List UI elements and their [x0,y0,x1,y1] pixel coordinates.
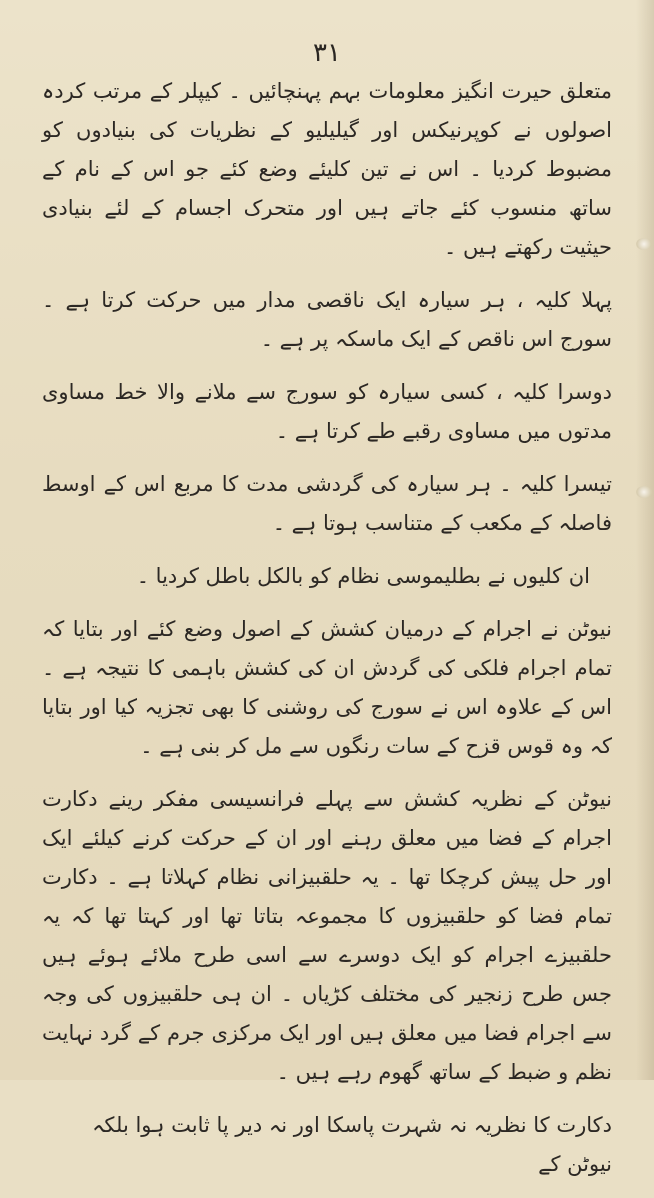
paragraph-first-law: پہلا کلیہ ، ہر سیارہ ایک ناقصی مدار میں حرکت کرتا ہے ۔ سورج اس ناقص کے ایک ماسکہ پر ہے ۔ [42,288,612,351]
paragraph-third-law: تیسرا کلیہ ۔ ہر سیارہ کی گردشی مدت کا مربع اس کے اوسط فاصلہ کے مکعب کے متناسب ہوتا ہے ۔ [42,472,612,535]
paragraph-descartes-theory: دکارت کا نظریہ نہ شہرت پاسکا اور نہ دیر پا ثابت ہوا بلکہ نیوٹن کے [92,1113,612,1176]
paragraph-kepler-intro: متعلق حیرت انگیز معلومات بہم پہنچائیں ۔ کیپلر کے مرتب کردہ اصولوں نے کوپرنیکس اور گیلیلیو کے نظریات کی بنیادوں کو مضبوط کردیا ۔ اس نے تین کلیئے وضع کئے جو اس کے نام کے ساتھ منسوب کئے جاتے ہیں اور متحرک اجسام کے لئے بنیادی حیثیت رکھتے ہیں ۔ [42,79,612,259]
binding-hole [636,486,652,498]
body-text [42,72,612,1198]
paragraph-second-law: دوسرا کلیہ ، کسی سیارہ کو سورج سے ملانے والا خط مساوی مدتوں میں مساوی رقبے طے کرتا ہے ۔ [42,380,612,443]
paragraph-newton: نیوٹن نے اجرام کے درمیان کشش کے اصول وضع کئے اور بتایا کہ تمام اجرام فلکی کی گردش ان کی کشش باہمی کا نتیجہ ہے ۔ اس کے علاوہ اس نے سورج کی روشنی کا بھی تجزیہ کیا اور بتایا کہ وہ قوس قزح کے سات رنگوں سے مل کر بنی ہے ۔ [42,617,612,758]
paragraph-ptolemaic: ان کلیوں نے بطلیموسی نظام کو بالکل باطل کردیا ۔ [136,564,590,588]
page-number: ۳۱ [313,38,341,68]
page-edge-shadow [636,0,654,1080]
paragraph-descartes: نیوٹن کے نظریہ کشش سے پہلے فرانسیسی مفکر رینے دکارت اجرام کے فضا میں معلق رہنے اور ان کے حرکت کرنے کیلئے ایک اور حل پیش کرچکا تھا ۔ یہ حلقبیزانی نظام کہلاتا ہے ۔ دکارت تمام فضا کو حلقبیزوں کا مجموعہ بتاتا تھا اور کہتا تھا کہ یہ حلقبیزے اجرام کو ایک دوسرے سے اسی طرح ملائے ہوئے ہیں جس طرح زنجیر کی مختلف کڑیاں ۔ ان ہی حلقبیزوں کی وجہ سے اجرام فضا میں معلق ہیں اور ایک مرکزی جرم کے گرد نہایت نظم و ضبط کے ساتھ گھوم رہے ہیں ۔ [42,787,612,1084]
binding-hole [636,238,652,250]
